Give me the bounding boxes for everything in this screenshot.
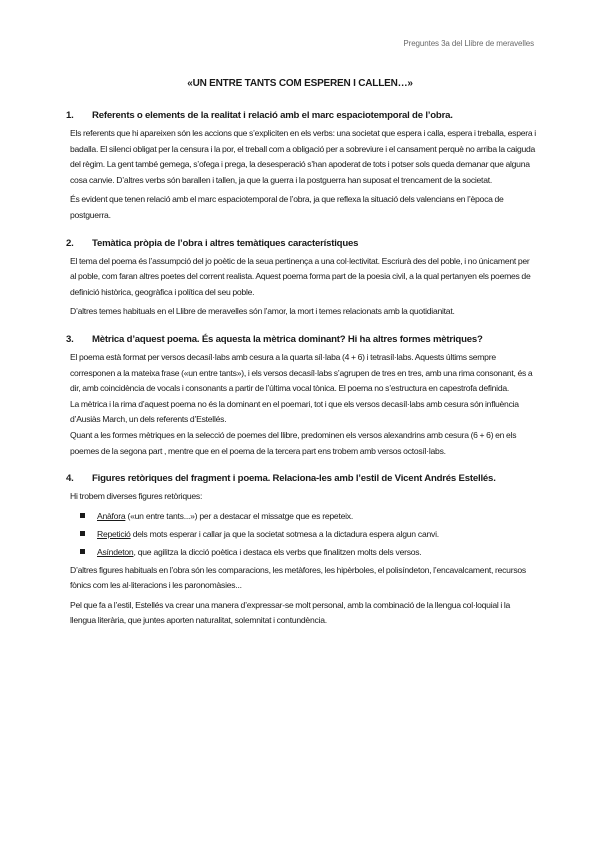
section-title: Temàtica pròpia de l’obra i altres temàtiques característiques <box>92 237 359 249</box>
section-heading <box>66 473 536 485</box>
section-2 <box>66 237 536 320</box>
paragraph: La mètrica i la rima d’aquest poema no és la dominant en el poemari, tot i que els versos decasíl·labs amb cesura són influència d’Ausiàs March, un dels referents d’Estellés. <box>70 398 519 425</box>
section-title: Figures retòriques del fragment i poema. Relaciona-les amb l’estil de Vicent Andrés Estellés. <box>92 473 496 485</box>
list-item <box>80 507 536 525</box>
figures-list <box>70 507 536 561</box>
square-bullet-icon <box>80 549 85 554</box>
square-bullet-icon <box>80 513 85 518</box>
document-body <box>66 110 536 633</box>
section-heading <box>66 110 536 122</box>
paragraph: D’altres figures habituals en l’obra són les comparacions, les metàfores, les hipèrboles, el polisíndeton, l’encavalcament, recursos fònics com les al·literacions i les paronomàsies... <box>70 564 526 591</box>
figure-term: Repetició <box>97 528 131 539</box>
section-4 <box>66 473 536 629</box>
paragraph: D’altres temes habituals en el Llibre de meravelles són l’amor, la mort i temes relacionats amb la quotidianitat. <box>70 306 455 317</box>
section-title: Mètrica d’aquest poema. És aquesta la mètrica dominant? Hi ha altres formes mètriques? <box>92 333 483 345</box>
section-number: 2. <box>66 237 74 249</box>
section-heading <box>66 238 536 250</box>
section-heading <box>66 334 536 346</box>
figure-description: («un entre tants...») per a destacar el missatge que es repeteix. <box>125 510 353 521</box>
section-title: Referents o elements de la realitat i relació amb el marc espaciotemporal de l’obra. <box>92 110 453 121</box>
figure-description: dels mots esperar i callar ja que la societat sotmesa a la dictadura espera algun canvi. <box>130 528 439 539</box>
section-number: 3. <box>66 333 74 345</box>
paragraph: El poema està format per versos decasíl·labs amb cesura a la quarta síl·laba (4 + 6) i tetrasíl·labs. Aquests últims sempre corresponen a la mateixa frase («un entre tants»), i els versos decasíl·labs s’agrupen de tres en tres, amb una rima consonant, és a dir, amb coincidència de vocals i consonants a partir de l’última vocal tònica. El poema no s’estructura en capestrofa definida. <box>70 351 533 394</box>
list-item <box>80 525 536 543</box>
figure-term: Anàfora <box>97 510 126 521</box>
section-number: 4. <box>66 473 74 485</box>
section-1 <box>66 110 536 224</box>
document-title: «UN ENTRE TANTS COM ESPEREN I CALLEN…» <box>187 78 413 89</box>
square-bullet-icon <box>80 531 85 536</box>
figure-term: Asíndeton <box>97 546 134 557</box>
paragraph: Pel que fa a l’estil, Estellés va crear una manera d’expressar-se molt personal, amb la combinació de la llengua col·loquial i la llengua literària, que juntes aporten naturalitat, solemnitat i contundència. <box>70 599 511 626</box>
page-header: Preguntes 3a del Llibre de meravelles <box>403 39 534 48</box>
section-number: 1. <box>66 110 74 121</box>
list-item <box>80 543 536 561</box>
paragraph: Quant a les formes mètriques en la selecció de poemes del llibre, predominen els versos alexandrins amb cesura (6 + 6) en els poemes de la segona part , mentre que en el poema de la tercera part ens trobem amb versos octosíl·labs. <box>70 429 517 456</box>
paragraph: Els referents que hi apareixen són les accions que s’expliciten en els verbs: una societat que espera i calla, espera i treballa, espera i badalla. El silenci obligat per la censura i la por, el treball com a obligació per a sobreviure i el cansament perquè no arriba la caiguda del règim. La gent també gemega, s’ofega i prega, la desesperació s’han apoderat de tots i potser sols queda demanar que alguna cosa canvie. D’altres verbs són barallen i tallen, ja que la guerra i la postguerra han suposat el trencament de la societat. <box>70 128 536 185</box>
paragraph: El tema del poema és l’assumpció del jo poètic de la seua pertinença a una col·lectivitat. Escriurà des del poble, i no únicament per al poble, com faran altres poetes del corrent realista. Aquest poema forma part de la poesia civil, a la qual pertanyen els poemes de definició històrica, geogràfica i política del seu poble. <box>70 255 531 297</box>
paragraph: És evident que tenen relació amb el marc espaciotemporal de l’obra, ja que reflexa la situació dels valencians en l’època de postguerra. <box>70 194 504 220</box>
figure-description: , que agilitza la dicció poètica i destaca els verbs que finalitzen molts dels versos. <box>133 546 422 557</box>
paragraph-intro: Hi trobem diverses figures retòriques: <box>70 491 203 502</box>
section-3 <box>66 333 536 459</box>
